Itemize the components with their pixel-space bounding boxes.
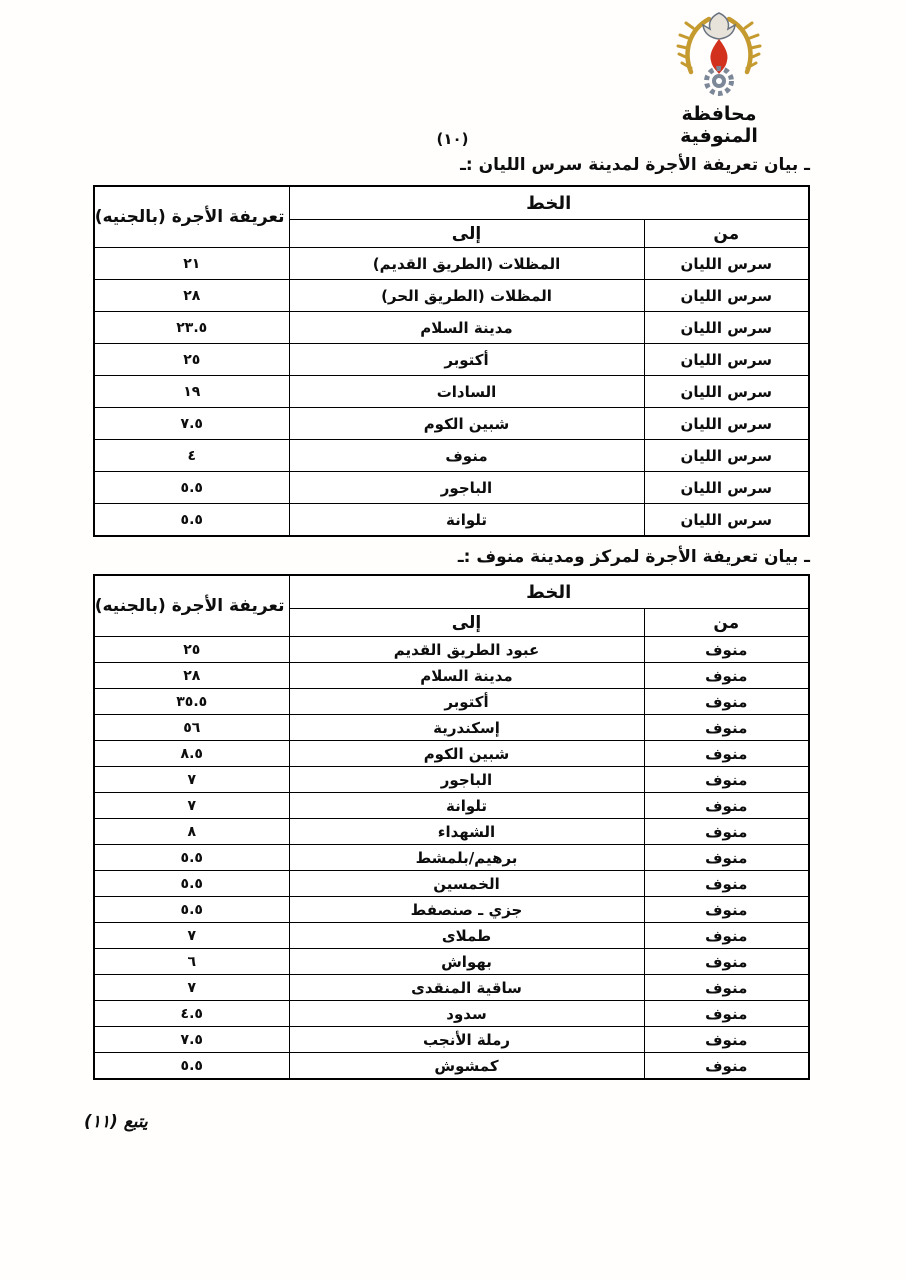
from-header: من	[644, 609, 809, 637]
from-cell: منوف	[644, 897, 809, 923]
from-cell: سرس الليان	[644, 472, 809, 504]
to-cell: أكتوبر	[289, 344, 644, 376]
table-row	[94, 472, 809, 504]
table-row	[94, 280, 809, 312]
to-cell: تلوانة	[289, 504, 644, 537]
table-row	[94, 408, 809, 440]
to-cell: كمشوش	[289, 1053, 644, 1080]
governorate-emblem	[645, 10, 793, 147]
from-cell: منوف	[644, 741, 809, 767]
fare-table-sers	[93, 185, 810, 537]
to-cell: إسكندرية	[289, 715, 644, 741]
from-cell: منوف	[644, 949, 809, 975]
table-row	[94, 1027, 809, 1053]
from-cell: منوف	[644, 871, 809, 897]
table-row	[94, 312, 809, 344]
table-row	[94, 949, 809, 975]
to-cell: أكتوبر	[289, 689, 644, 715]
to-header: إلى	[289, 220, 644, 248]
from-cell: سرس الليان	[644, 504, 809, 537]
table-row	[94, 975, 809, 1001]
section-heading-menouf: ـ بيان تعريفة الأجرة لمركز ومدينة منوف :ـ	[457, 547, 810, 567]
from-cell: منوف	[644, 923, 809, 949]
fare-cell: ٥.٥	[94, 472, 289, 504]
fare-cell: ١٩	[94, 376, 289, 408]
from-cell: منوف	[644, 1053, 809, 1080]
table-row	[94, 1001, 809, 1027]
fare-cell: ٧	[94, 767, 289, 793]
to-cell: مدينة السلام	[289, 663, 644, 689]
to-cell: الشهداء	[289, 819, 644, 845]
line-header: الخط	[289, 575, 809, 609]
from-cell: سرس الليان	[644, 248, 809, 280]
from-cell: منوف	[644, 845, 809, 871]
to-cell: طملاى	[289, 923, 644, 949]
from-cell: سرس الليان	[644, 408, 809, 440]
fare-cell: ٢٥	[94, 637, 289, 663]
eagle-icon	[703, 13, 735, 39]
line-header: الخط	[289, 186, 809, 220]
to-cell: رملة الأنجب	[289, 1027, 644, 1053]
from-cell: منوف	[644, 767, 809, 793]
table-row	[94, 637, 809, 663]
fare-cell: ٣٥.٥	[94, 689, 289, 715]
section-heading-sers: ـ بيان تعريفة الأجرة لمدينة سرس الليان :ـ	[460, 155, 810, 175]
table-row	[94, 767, 809, 793]
from-cell: منوف	[644, 689, 809, 715]
to-cell: شبين الكوم	[289, 408, 644, 440]
from-cell: سرس الليان	[644, 440, 809, 472]
fare-cell: ٧	[94, 975, 289, 1001]
table-row	[94, 923, 809, 949]
table-row	[94, 871, 809, 897]
fare-cell: ٢٣.٥	[94, 312, 289, 344]
fare-cell: ٢٨	[94, 280, 289, 312]
continuation-note: يتبع (١١)	[84, 1112, 148, 1132]
fare-cell: ٥٦	[94, 715, 289, 741]
fare-cell: ٧	[94, 793, 289, 819]
from-cell: منوف	[644, 1001, 809, 1027]
to-cell: برهيم/بلمشط	[289, 845, 644, 871]
table-row	[94, 845, 809, 871]
from-cell: منوف	[644, 819, 809, 845]
to-cell: الخمسين	[289, 871, 644, 897]
fare-table-menouf	[93, 574, 810, 1080]
fare-cell: ٥.٥	[94, 504, 289, 537]
fare-cell: ٤	[94, 440, 289, 472]
table-header-row	[94, 186, 809, 220]
table-row	[94, 376, 809, 408]
fare-cell: ٥.٥	[94, 871, 289, 897]
table-row	[94, 793, 809, 819]
fare-header: تعريفة الأجرة (بالجنيه)	[94, 575, 289, 637]
to-cell: المظلات (الطريق القديم)	[289, 248, 644, 280]
table-row	[94, 689, 809, 715]
fare-cell: ٧.٥	[94, 408, 289, 440]
fare-cell: ٨	[94, 819, 289, 845]
fare-cell: ٤.٥	[94, 1001, 289, 1027]
org-name: محافظة المنوفية	[680, 103, 758, 147]
from-cell: سرس الليان	[644, 280, 809, 312]
fare-cell: ٢٥	[94, 344, 289, 376]
to-cell: شبين الكوم	[289, 741, 644, 767]
table-header-row	[94, 575, 809, 609]
to-cell: مدينة السلام	[289, 312, 644, 344]
table-row	[94, 440, 809, 472]
from-cell: منوف	[644, 637, 809, 663]
table-row	[94, 248, 809, 280]
from-header: من	[644, 220, 809, 248]
from-cell: سرس الليان	[644, 376, 809, 408]
to-cell: منوف	[289, 440, 644, 472]
from-cell: سرس الليان	[644, 344, 809, 376]
to-header: إلى	[289, 609, 644, 637]
to-cell: ساقية المنقدى	[289, 975, 644, 1001]
fare-cell: ٥.٥	[94, 845, 289, 871]
table-row	[94, 344, 809, 376]
from-cell: منوف	[644, 793, 809, 819]
fare-cell: ٥.٥	[94, 1053, 289, 1080]
table-row	[94, 1053, 809, 1080]
governorate-emblem-graphic	[667, 10, 771, 98]
fare-cell: ٧.٥	[94, 1027, 289, 1053]
to-cell: تلوانة	[289, 793, 644, 819]
table-row	[94, 715, 809, 741]
table-row	[94, 504, 809, 537]
to-cell: السادات	[289, 376, 644, 408]
from-cell: منوف	[644, 1027, 809, 1053]
page-number: (١٠)	[436, 130, 469, 148]
to-cell: الباجور	[289, 472, 644, 504]
to-cell: الباجور	[289, 767, 644, 793]
table-row	[94, 741, 809, 767]
to-cell: المظلات (الطريق الحر)	[289, 280, 644, 312]
fare-header: تعريفة الأجرة (بالجنيه)	[94, 186, 289, 248]
fare-cell: ٨.٥	[94, 741, 289, 767]
to-cell: عبود الطريق القديم	[289, 637, 644, 663]
to-cell: سدود	[289, 1001, 644, 1027]
from-cell: منوف	[644, 975, 809, 1001]
to-cell: جزي ـ صنصفط	[289, 897, 644, 923]
table-row	[94, 663, 809, 689]
table-row	[94, 819, 809, 845]
from-cell: منوف	[644, 663, 809, 689]
fare-cell: ٢١	[94, 248, 289, 280]
fare-cell: ٢٨	[94, 663, 289, 689]
fare-cell: ٥.٥	[94, 897, 289, 923]
from-cell: سرس الليان	[644, 312, 809, 344]
table-row	[94, 897, 809, 923]
to-cell: بهواش	[289, 949, 644, 975]
from-cell: منوف	[644, 715, 809, 741]
fare-cell: ٦	[94, 949, 289, 975]
fare-cell: ٧	[94, 923, 289, 949]
